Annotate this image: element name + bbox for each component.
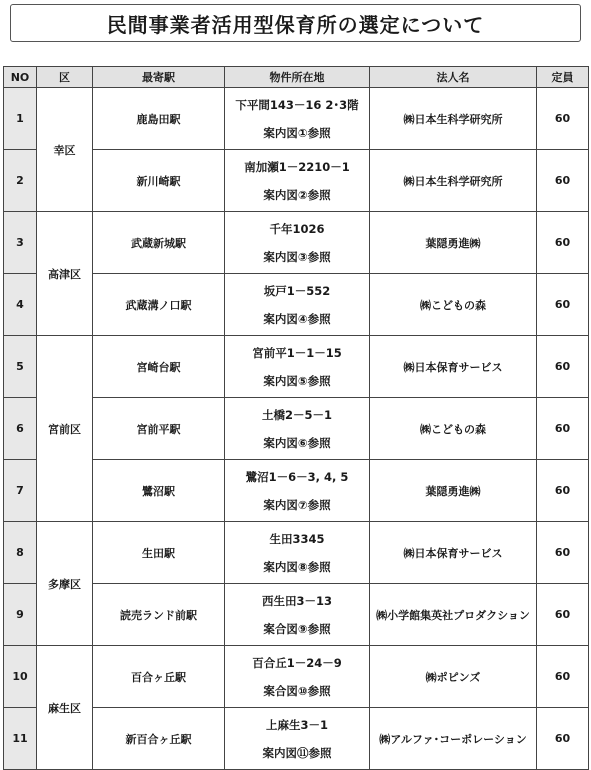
row-no: 2: [4, 150, 37, 212]
address-text: 土橋2－5－1: [261, 407, 332, 422]
capacity-cell: 60: [537, 522, 589, 584]
station-cell: 生田駅: [93, 522, 225, 584]
station-cell: 新百合ヶ丘駅: [93, 708, 225, 770]
row-no: 6: [4, 398, 37, 460]
capacity-cell: 60: [537, 88, 589, 150]
header-ward: 区: [37, 67, 93, 88]
map-reference: 案内図⑪参照: [262, 745, 332, 760]
row-no: 8: [4, 522, 37, 584]
station-cell: 鷺沼駅: [93, 460, 225, 522]
corp-cell: ㈱こどもの森: [370, 398, 537, 460]
address-text: 鷺沼1－6－3, 4, 5: [245, 469, 349, 484]
capacity-cell: 60: [537, 398, 589, 460]
table-row: [4, 212, 589, 274]
capacity-cell: 60: [537, 708, 589, 770]
map-reference: 案内図⑥参照: [263, 435, 331, 450]
row-no: 5: [4, 336, 37, 398]
station-cell: 新川崎駅: [93, 150, 225, 212]
station-cell: 読売ランド前駅: [93, 584, 225, 646]
station-cell: 武蔵溝ノ口駅: [93, 274, 225, 336]
address-cell: [225, 336, 370, 398]
corp-cell: ㈱アルファ･コーポレーション: [370, 708, 537, 770]
header-no: NO: [4, 67, 37, 88]
address-text: 南加瀬1－2210－1: [244, 159, 350, 174]
ward-cell: 多摩区: [37, 522, 93, 646]
map-reference: 案内図⑧参照: [263, 559, 331, 574]
address-cell: [225, 708, 370, 770]
corp-cell: 葉隠勇進㈱: [370, 212, 537, 274]
address-cell: [225, 584, 370, 646]
station-cell: 武蔵新城駅: [93, 212, 225, 274]
map-reference: 案内図⑦参照: [263, 497, 331, 512]
address-text: 百合丘1－24－9: [252, 655, 342, 670]
table-row: [4, 88, 589, 150]
corp-cell: 葉隠勇進㈱: [370, 460, 537, 522]
map-reference: 案内図⑤参照: [263, 373, 331, 388]
capacity-cell: 60: [537, 584, 589, 646]
corp-cell: ㈱日本生科学研究所: [370, 88, 537, 150]
corp-cell: ㈱ポピンズ: [370, 646, 537, 708]
ward-cell: 高津区: [37, 212, 93, 336]
station-cell: 宮崎台駅: [93, 336, 225, 398]
capacity-cell: 60: [537, 274, 589, 336]
capacity-cell: 60: [537, 460, 589, 522]
row-no: 10: [4, 646, 37, 708]
address-text: 宮前平1－1－15: [252, 345, 342, 360]
map-reference: 案合図⑩参照: [263, 683, 331, 698]
corp-cell: ㈱小学館集英社プロダクション: [370, 584, 537, 646]
page-title: 民間事業者活用型保育所の選定について: [10, 4, 581, 42]
header-address: 物件所在地: [225, 67, 370, 88]
header-capacity: 定員: [537, 67, 589, 88]
header-station: 最寄駅: [93, 67, 225, 88]
table-row: [4, 522, 589, 584]
station-cell: 宮前平駅: [93, 398, 225, 460]
table-row: [4, 646, 589, 708]
capacity-cell: 60: [537, 150, 589, 212]
address-cell: [225, 522, 370, 584]
map-reference: 案合図⑨参照: [263, 621, 331, 636]
address-text: 千年1026: [269, 221, 325, 236]
address-cell: [225, 460, 370, 522]
row-no: 9: [4, 584, 37, 646]
capacity-cell: 60: [537, 646, 589, 708]
address-cell: [225, 150, 370, 212]
station-cell: 百合ヶ丘駅: [93, 646, 225, 708]
map-reference: 案内図③参照: [263, 249, 331, 264]
address-cell: [225, 88, 370, 150]
map-reference: 案内図①参照: [263, 125, 331, 140]
corp-cell: ㈱日本保育サービス: [370, 522, 537, 584]
address-text: 上麻生3－1: [265, 717, 328, 732]
corp-cell: ㈱日本保育サービス: [370, 336, 537, 398]
row-no: 3: [4, 212, 37, 274]
corp-cell: ㈱日本生科学研究所: [370, 150, 537, 212]
address-cell: [225, 274, 370, 336]
table-row: [4, 336, 589, 398]
map-reference: 案内図④参照: [263, 311, 331, 326]
header-row: [4, 67, 589, 88]
map-reference: 案内図②参照: [263, 187, 331, 202]
address-text: 西生田3－13: [261, 593, 332, 608]
nursery-table: [3, 66, 589, 770]
address-text: 坂戸1－552: [263, 283, 331, 298]
address-text: 下平間143－16 2･3階: [235, 97, 359, 112]
address-cell: [225, 212, 370, 274]
ward-cell: 幸区: [37, 88, 93, 212]
ward-cell: 麻生区: [37, 646, 93, 770]
corp-cell: ㈱こどもの森: [370, 274, 537, 336]
capacity-cell: 60: [537, 212, 589, 274]
address-text: 生田3345: [269, 531, 325, 546]
row-no: 11: [4, 708, 37, 770]
row-no: 7: [4, 460, 37, 522]
capacity-cell: 60: [537, 336, 589, 398]
address-cell: [225, 398, 370, 460]
row-no: 4: [4, 274, 37, 336]
station-cell: 鹿島田駅: [93, 88, 225, 150]
address-cell: [225, 646, 370, 708]
header-corp: 法人名: [370, 67, 537, 88]
row-no: 1: [4, 88, 37, 150]
ward-cell: 宮前区: [37, 336, 93, 522]
